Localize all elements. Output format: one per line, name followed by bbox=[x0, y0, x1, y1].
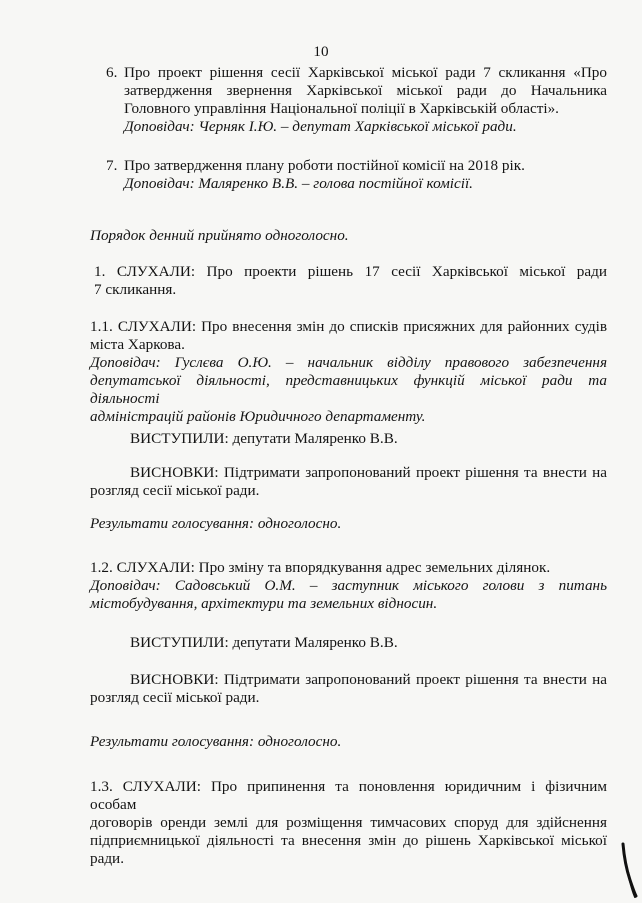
item-1-2-heard: 1.2. СЛУХАЛИ: Про зміну та впорядкування адрес земельних ділянок. bbox=[90, 559, 551, 576]
item-1-3-line: договорів оренди землі для розміщення тимчасових споруд для здійснення bbox=[90, 814, 607, 831]
item-1-3-heard bbox=[90, 778, 607, 868]
item-1-1-conclusions-line: розгляд сесії міської ради. bbox=[90, 482, 260, 499]
agenda-item-text-line: Про затвердження плану роботи постійної комісії на 2018 рік. bbox=[124, 157, 525, 174]
section-1-heard bbox=[94, 263, 607, 299]
item-1-1-speaker-line: адміністрацій районів Юридичного департаменту. bbox=[90, 408, 426, 425]
item-1-2-vote-result: Результати голосування: одноголосно. bbox=[90, 733, 342, 750]
item-1-3-line: 1.3. СЛУХАЛИ: Про припинення та поновлення юридичним і фізичним особам bbox=[90, 778, 607, 813]
agenda-item-number: 6. bbox=[106, 64, 118, 81]
section-1-line: 7 скликання. bbox=[94, 281, 177, 298]
item-1-1-speaker bbox=[90, 354, 607, 426]
item-1-2-conclusions-line: ВИСНОВКИ: Підтримати запропонований проект рішення та внести на bbox=[130, 671, 607, 688]
item-1-2-speaker bbox=[90, 577, 607, 613]
item-1-1-spoke: ВИСТУПИЛИ: депутати Маляренко В.В. bbox=[130, 430, 398, 447]
agenda-item-text-line: Головного управління Національної поліції в Харківській області». bbox=[124, 100, 559, 117]
item-1-3-line: ради. bbox=[90, 850, 124, 867]
agenda-item-text-line: Про проект рішення сесії Харківської міської ради 7 скликання «Про bbox=[124, 64, 607, 81]
item-1-1-speaker-line: Доповідач: Гуслєва О.Ю. – начальник відділу правового забезпечення bbox=[90, 354, 607, 371]
item-1-2-speaker-line: Доповідач: Садовський О.М. – заступник міського голови з питань bbox=[90, 577, 607, 594]
item-1-3-line: підприємницької діяльності та внесення змін до рішень Харківської міської bbox=[90, 832, 607, 849]
page-number: 10 bbox=[313, 43, 329, 60]
item-1-1-heard bbox=[90, 318, 607, 354]
agenda-adopted-note: Порядок денний прийнято одноголосно. bbox=[90, 227, 349, 244]
item-1-2-conclusions-line: розгляд сесії міської ради. bbox=[90, 689, 260, 706]
item-1-2-conclusions bbox=[90, 671, 607, 707]
item-1-2-speaker-line: містобудування, архітектури та земельних відносин. bbox=[90, 595, 438, 612]
item-1-1-speaker-line: депутатської діяльності, представницьких функцій міської ради та діяльності bbox=[90, 372, 607, 407]
agenda-item-speaker: Доповідач: Черняк І.Ю. – депутат Харківської міської ради. bbox=[124, 118, 517, 135]
item-1-1-vote-result: Результати голосування: одноголосно. bbox=[90, 515, 342, 532]
item-1-1-conclusions bbox=[90, 464, 607, 500]
agenda-item-6 bbox=[106, 64, 607, 136]
section-1-line: 1. СЛУХАЛИ: Про проекти рішень 17 сесії Харківської міської ради bbox=[94, 263, 607, 280]
agenda-item-text-line: затвердження звернення Харківської міської ради до Начальника bbox=[124, 82, 607, 99]
agenda-item-7 bbox=[106, 157, 607, 193]
item-1-1-heard-line: міста Харкова. bbox=[90, 336, 185, 353]
handwritten-mark-icon bbox=[620, 842, 638, 898]
agenda-item-speaker: Доповідач: Маляренко В.В. – голова постійної комісії. bbox=[124, 175, 473, 192]
item-1-2-spoke: ВИСТУПИЛИ: депутати Маляренко В.В. bbox=[130, 634, 398, 651]
agenda-item-number: 7. bbox=[106, 157, 118, 174]
item-1-1-conclusions-line: ВИСНОВКИ: Підтримати запропонований проект рішення та внести на bbox=[130, 464, 607, 481]
item-1-1-heard-line: 1.1. СЛУХАЛИ: Про внесення змін до списків присяжних для районних судів bbox=[90, 318, 607, 335]
